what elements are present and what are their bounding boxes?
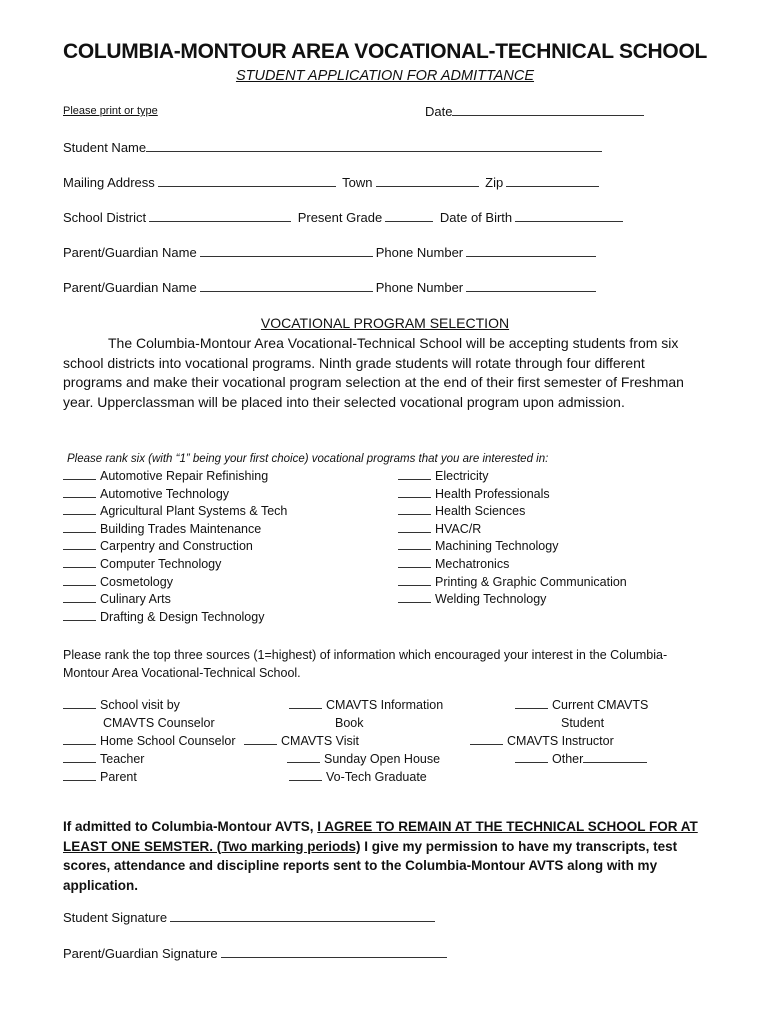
address-row [63, 174, 602, 190]
parent1-label: Parent/Guardian Name [63, 245, 197, 260]
program-option[interactable] [398, 592, 546, 606]
dob-line[interactable] [515, 209, 623, 222]
program-option[interactable] [63, 522, 261, 536]
source-current-student[interactable]: Current CMAVTS [515, 698, 648, 712]
rank-blank[interactable] [63, 469, 96, 480]
page-subtitle: STUDENT APPLICATION FOR ADMITTANCE [235, 68, 535, 84]
school-district-line[interactable] [149, 209, 291, 222]
program-label: Printing & Graphic Communication [435, 574, 627, 589]
present-grade-label: Present Grade [297, 210, 383, 225]
program-label: HVAC/R [435, 521, 482, 536]
parent-signature-line[interactable] [221, 945, 447, 958]
rank-blank[interactable] [63, 610, 96, 621]
source-open-house[interactable]: Sunday Open House [287, 752, 440, 766]
school-row [63, 209, 626, 225]
zip-label: Zip [485, 175, 504, 190]
rank-blank[interactable] [63, 522, 96, 533]
program-label: Drafting & Design Technology [100, 609, 265, 624]
phone1-label: Phone Number [375, 245, 464, 260]
program-option[interactable] [63, 575, 173, 589]
program-option[interactable] [63, 592, 171, 606]
program-option[interactable] [63, 487, 229, 501]
rank-blank[interactable] [63, 487, 96, 498]
source-other[interactable]: Other [515, 752, 650, 766]
parent-signature-field[interactable] [63, 945, 450, 961]
parent2-label: Parent/Guardian Name [63, 280, 197, 295]
present-grade-line[interactable] [385, 209, 433, 222]
sources-intro: Please rank the top three sources (1=highest) of information which encouraged your interest in the Columbia-Montour Area Vocational-Technical School. [63, 648, 668, 680]
program-option[interactable] [63, 539, 253, 553]
program-section-title: VOCATIONAL PROGRAM SELECTION [260, 315, 510, 331]
student-signature-line[interactable] [170, 909, 435, 922]
phone2-label: Phone Number [375, 280, 464, 295]
phone1-line[interactable] [466, 244, 596, 257]
student-name-label: Student Name [63, 140, 147, 155]
mailing-address-label: Mailing Address [63, 175, 155, 190]
rank-blank[interactable] [398, 522, 431, 533]
agreement-statement: If admitted to Columbia-Montour AVTS, I AGREE TO REMAIN AT THE TECHNICAL SCHOOL FOR AT LEAST ONE SEMSTER. (Two marking periods) I give my permission to have my transcripts, test scores, attendance and discipline reports sent to the Columbia-Montour AVTS along with my application. [63, 819, 698, 893]
program-option[interactable] [63, 469, 268, 483]
program-label: Building Trades Maintenance [100, 521, 262, 536]
source-parent[interactable]: Parent [63, 770, 137, 784]
source-info-book-cont: Book [335, 716, 364, 730]
parent2-line[interactable] [200, 279, 373, 292]
rank-blank[interactable] [63, 539, 96, 550]
source-current-student-cont: Student [561, 716, 605, 730]
student-name-field[interactable] [63, 139, 605, 155]
rank-intro: Please rank six (with “1” being your first choice) vocational programs that you are interested in: [67, 453, 549, 465]
source-instructor[interactable]: CMAVTS Instructor [470, 734, 614, 748]
program-description: The Columbia-Montour Area Vocational-Technical School will be accepting students from six school districts into vocational programs. Ninth grade students will rotate through four different programs and make their vocational program selection at the end of their first semester of Freshman year. Upperclassman will be placed into their selected vocational program upon admission. [63, 335, 684, 410]
program-option[interactable] [398, 504, 525, 518]
program-option[interactable] [398, 557, 509, 571]
school-district-label: School District [63, 210, 147, 225]
program-option[interactable] [398, 487, 550, 501]
source-school-visit-cont: CMAVTS Counselor [103, 716, 215, 730]
rank-blank[interactable] [63, 504, 96, 515]
rank-blank[interactable] [398, 487, 431, 498]
program-label: Culinary Arts [100, 592, 171, 607]
program-label: Computer Technology [100, 557, 222, 571]
program-label: Carpentry and Construction [100, 539, 253, 554]
program-option[interactable] [398, 469, 488, 483]
rank-blank[interactable] [398, 575, 431, 586]
program-option[interactable] [63, 504, 287, 518]
program-label: Cosmetology [100, 574, 173, 589]
parent1-line[interactable] [200, 244, 373, 257]
program-option[interactable] [63, 557, 221, 571]
rank-blank[interactable] [398, 469, 431, 480]
date-label: Date [425, 104, 453, 119]
program-option[interactable] [63, 610, 264, 624]
source-info-book[interactable]: CMAVTS Information [289, 698, 443, 712]
rank-blank[interactable] [63, 557, 96, 568]
rank-blank[interactable] [398, 592, 431, 603]
rank-blank[interactable] [63, 592, 96, 603]
zip-line[interactable] [506, 174, 599, 187]
rank-blank[interactable] [398, 557, 431, 568]
student-signature-field[interactable] [63, 909, 438, 925]
print-note: Please print or type [63, 105, 158, 117]
program-label: Agricultural Plant Systems & Tech [100, 504, 288, 519]
parent-signature-label: Parent/Guardian Signature [63, 946, 218, 961]
program-label: Machining Technology [435, 539, 559, 554]
dob-label: Date of Birth [439, 210, 513, 225]
town-line[interactable] [376, 174, 479, 187]
source-cmavts-visit[interactable]: CMAVTS Visit [244, 734, 359, 748]
rank-blank[interactable] [398, 539, 431, 550]
program-option[interactable] [398, 539, 558, 553]
date-line[interactable] [452, 103, 644, 116]
source-teacher[interactable]: Teacher [63, 752, 144, 766]
program-label: Health Sciences [435, 504, 526, 519]
parent2-row [63, 279, 599, 295]
parent1-row [63, 244, 599, 260]
program-label: Health Professionals [435, 486, 550, 501]
source-home-counselor[interactable]: Home School Counselor [63, 734, 236, 748]
program-label: Automotive Repair Refinishing [100, 469, 269, 483]
source-votech-grad[interactable]: Vo-Tech Graduate [289, 770, 427, 784]
date-field[interactable] [425, 103, 647, 119]
page-title: COLUMBIA-MONTOUR AREA VOCATIONAL-TECHNICAL SCHOOL [62, 40, 708, 63]
program-label: Automotive Technology [100, 486, 230, 501]
program-label: Electricity [435, 469, 489, 483]
student-signature-label: Student Signature [63, 910, 168, 925]
program-label: Welding Technology [435, 592, 547, 607]
student-name-line[interactable] [146, 139, 602, 152]
program-label: Mechatronics [435, 557, 510, 571]
mailing-address-line[interactable] [158, 174, 336, 187]
program-option[interactable] [398, 522, 481, 536]
source-school-visit[interactable]: School visit by [63, 698, 180, 712]
town-label: Town [342, 175, 373, 190]
phone2-line[interactable] [466, 279, 596, 292]
rank-blank[interactable] [63, 575, 96, 586]
rank-blank[interactable] [398, 504, 431, 515]
program-option[interactable] [398, 575, 627, 589]
